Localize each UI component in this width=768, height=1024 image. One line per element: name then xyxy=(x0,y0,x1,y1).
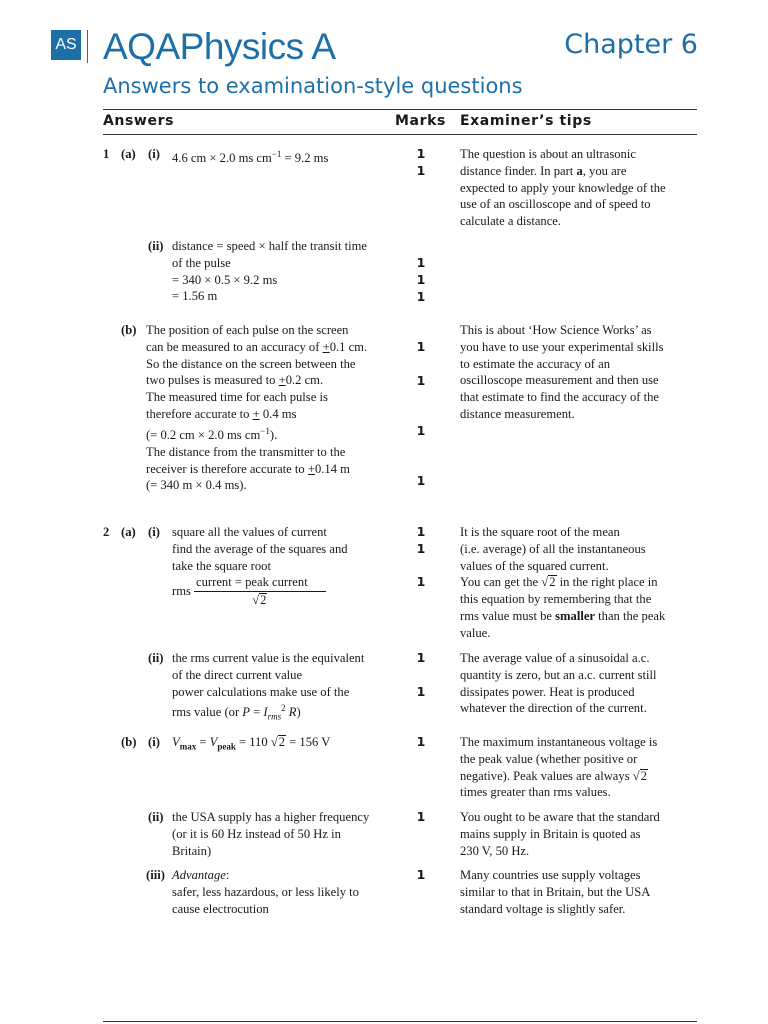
header-rule-top xyxy=(103,109,697,110)
q1-a-i-answer: 4.6 cm × 2.0 ms $cm^{-1} = 9.2$ ms xyxy=(172,149,329,166)
mark: 1 xyxy=(416,255,426,270)
mark: 1 xyxy=(416,473,426,488)
mark: 1 xyxy=(416,146,426,161)
mark: 1 xyxy=(416,524,426,539)
q1-a-label: (a) xyxy=(121,147,136,161)
q2-a-ii-label: (ii) xyxy=(148,651,164,665)
q2-b-i-tip: The maximum instantaneous voltage is the peak value (whether positive or negative). Peak values are always √2 times greater than rms values. xyxy=(460,735,658,800)
q1-b-answer: The position of each pulse on the screen can be measured to an accuracy of +0.1 cm. So the distance on the screen between the two pulses is measured to +0.2 cm. The measured time for each pulse is therefore accurate to + 0.4 ms (= 0.2 cm × 2.0 ms $cm^{-1}$). The distance from the transmitter to the receiver is therefore accurate to +0.14 m (= 340 m × 0.4 ms). xyxy=(146,323,368,493)
q1-a-tip: The question is about an ultrasonic distance finder. In part a, you are expected to apply your knowledge of the use of an oscilloscope and of speed to calculate a distance. xyxy=(460,147,666,229)
footer-rule xyxy=(103,1021,697,1022)
rms-equation: rms $\frac{\text{current = peak current}}{√2}$ xyxy=(172,574,326,609)
q2-a-label: (a) xyxy=(121,525,136,539)
col-marks: Marks xyxy=(395,113,446,129)
q2-b-ii-answer: the USA supply has a higher frequency (or it is 60 Hz instead of 50 Hz in Britain) xyxy=(172,810,370,858)
q2-b-ii-tip: You ought to be aware that the standard mains supply in Britain is quoted as 230 V, 50 Hz. xyxy=(460,810,660,858)
q1-a-ii-answer: distance = speed × half the transit time of the pulse = 340 × 0.5 × 9.2 ms = 1.56 m xyxy=(172,239,368,304)
q2-a-i-answer: square all the values of current find the average of the squares and take the square root xyxy=(172,525,348,573)
q1-a-ii-label: (ii) xyxy=(148,239,164,253)
q2-a-i-label: (i) xyxy=(148,525,160,539)
mark: 1 xyxy=(416,867,426,882)
header-rule-bottom xyxy=(103,134,697,135)
mark: 1 xyxy=(416,423,426,438)
level-badge: AS xyxy=(51,30,81,60)
q2-a-ii-answer: the rms current value is the equivalent of the direct current value power calculations make use of the rms value (or $P = I_{rms}^2$ R) xyxy=(172,651,365,723)
mark: 1 xyxy=(416,809,426,824)
col-tips: Examiner’s tips xyxy=(460,113,592,129)
mark: 1 xyxy=(416,289,426,304)
q2-b-iii-answer: Advantage: safer, less hazardous, or less likely to cause electrocution xyxy=(172,868,359,916)
logo-subject: Physics A xyxy=(179,26,336,67)
mark: 1 xyxy=(416,684,426,699)
header-divider xyxy=(87,30,88,63)
q1-a-i-label: (i) xyxy=(148,147,160,161)
mark: 1 xyxy=(416,272,426,287)
mark: 1 xyxy=(416,541,426,556)
q2-a-ii-tip: The average value of a sinusoidal a.c. quantity is zero, but an a.c. current still dissipates power. Heat is produced whatever the direction of the current. xyxy=(460,651,657,716)
mark: 1 xyxy=(416,574,426,589)
q1-b-tip: This is about ‘How Science Works’ as you have to use your experimental skills to estimate the accuracy of an oscilloscope measurement and then use that estimate to find the accuracy of the distance measurement. xyxy=(460,323,664,421)
mark: 1 xyxy=(416,163,426,178)
q2-b-i-answer: $V_{max} = V_{peak} = 110$ √2 = 156 V xyxy=(172,735,331,752)
mark: 1 xyxy=(416,339,426,354)
page-subtitle: Answers to examination-style questions xyxy=(103,74,523,98)
q2-a-i-tip: It is the square root of the mean (i.e. average) of all the instantaneous values of the squared current. You can get the √2 in the right place in this equation by remembering that the rms value must be smaller than the peak value. xyxy=(460,525,666,640)
q2-b-iii-tip: Many countries use supply voltages similar to that in Britain, but the USA standard voltage is slightly safer. xyxy=(460,868,651,916)
publication-logo xyxy=(103,26,336,68)
logo-aqa: AQA xyxy=(103,26,180,67)
q2-b-label: (b) xyxy=(121,735,137,749)
mark: 1 xyxy=(416,650,426,665)
q2-b-ii-label: (ii) xyxy=(148,810,164,824)
q2-b-iii-label: (iii) xyxy=(146,868,165,882)
col-answers: Answers xyxy=(103,113,175,129)
q1-number: 1 xyxy=(103,147,110,161)
q2-b-i-label: (i) xyxy=(148,735,160,749)
chapter-title: Chapter 6 xyxy=(564,29,698,60)
mark: 1 xyxy=(416,373,426,388)
mark: 1 xyxy=(416,734,426,749)
q1-b-label: (b) xyxy=(121,323,137,337)
q2-number: 2 xyxy=(103,525,110,539)
